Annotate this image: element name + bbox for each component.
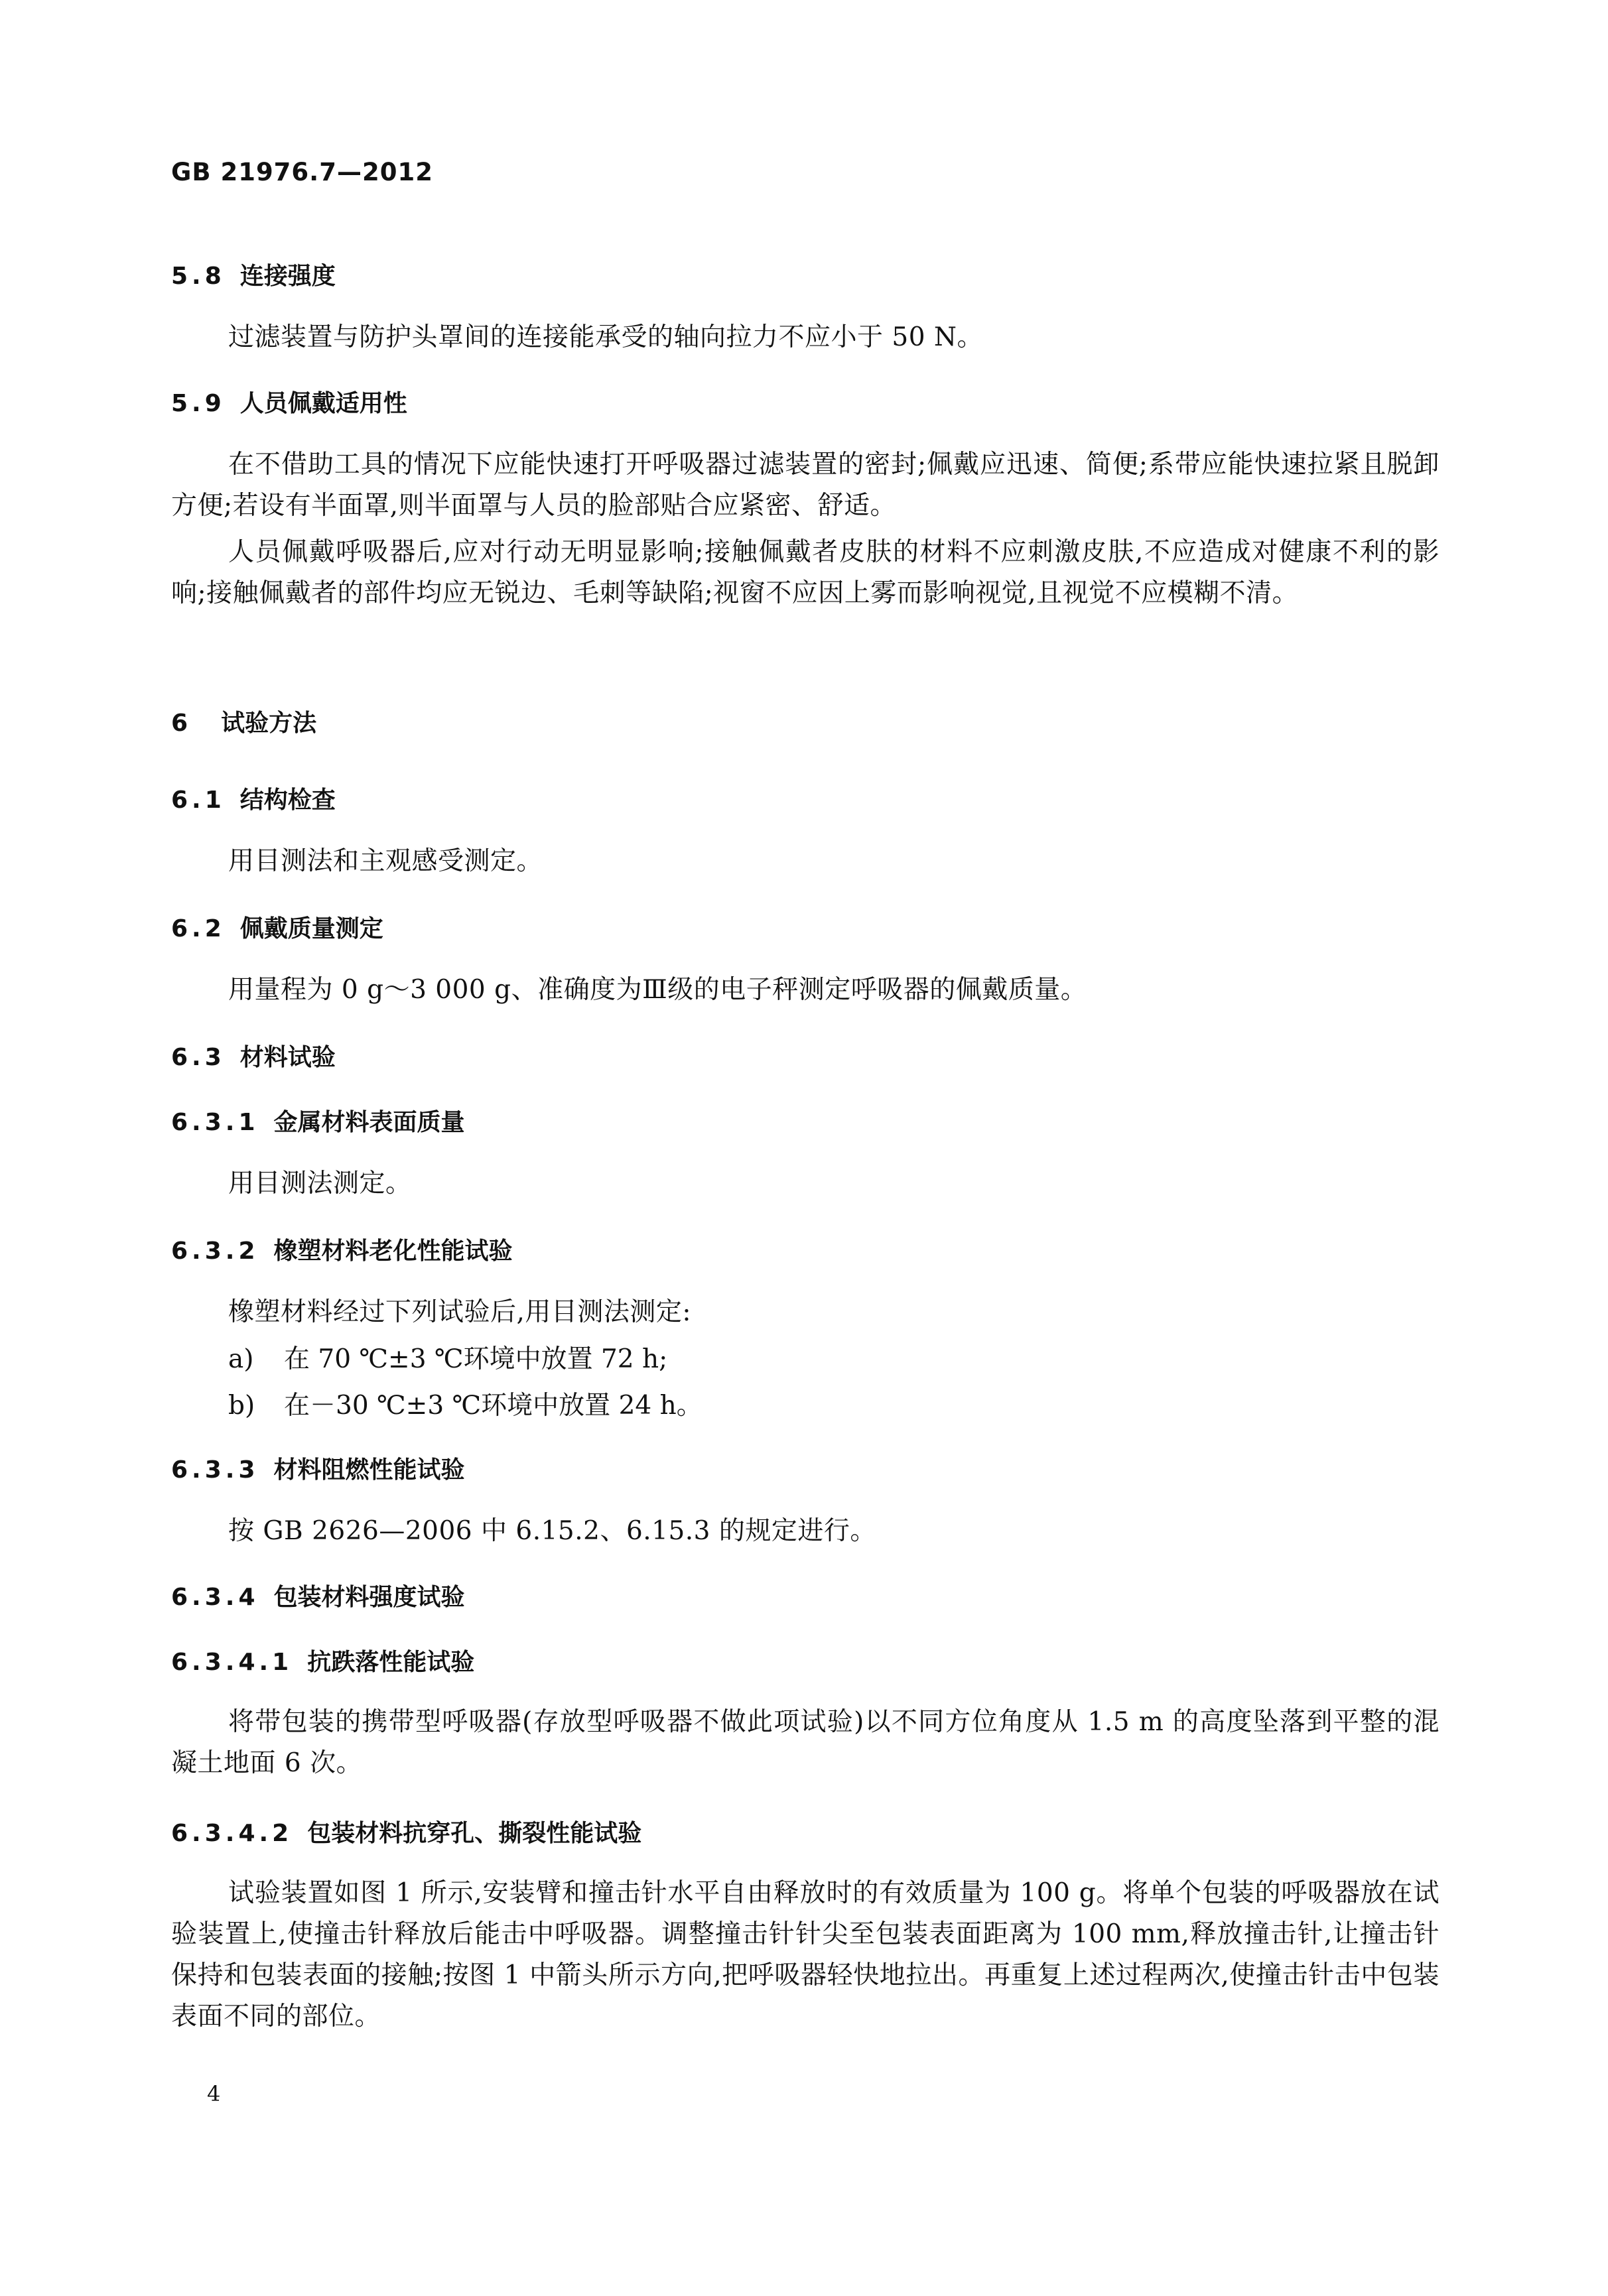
list-item [228,1385,703,1422]
section-title: 包装材料强度试验 [273,1584,465,1611]
list-marker: b) [228,1391,255,1421]
section-number: 6.3.4.1 [171,1649,293,1676]
section-number: 6 [171,710,192,737]
section-title: 金属材料表面质量 [273,1109,465,1136]
section-heading-6-3-3 [171,1451,465,1485]
section-number: 5.8 [171,263,226,290]
paragraph: 过滤装置与防护头罩间的连接能承受的轴向拉力不应小于 50 N。 [228,322,984,352]
section-heading-6-3-4-2 [171,1815,641,1848]
section-heading-6-1 [171,781,336,815]
section-heading-6-3 [171,1039,336,1072]
section-number: 6.3.1 [171,1109,259,1136]
paragraph: 在不借助工具的情况下应能快速打开呼吸器过滤装置的密封;佩戴应迅速、简便;系带应能快速拉紧且脱卸方便;若设有半面罩,则半面罩与人员的脸部贴合应紧密、舒适。 [171,450,1440,521]
section-number: 6.2 [171,915,226,942]
list-item-text: 在－30 ℃±3 ℃环境中放置 24 h。 [284,1391,703,1421]
section-heading-5-9 [171,385,407,418]
paragraph: 用量程为 0 g～3 000 g、准确度为Ⅲ级的电子秤测定呼吸器的佩戴质量。 [228,975,1087,1005]
section-number: 6.3.2 [171,1238,259,1265]
paragraph: 将带包装的携带型呼吸器(存放型呼吸器不做此项试验)以不同方位角度从 1.5 m 的高度坠落到平整的混凝土地面 6 次。 [171,1707,1440,1778]
section-number: 6.3.3 [171,1456,259,1484]
paragraph: 用目测法和主观感受测定。 [228,846,543,876]
list-marker: a) [228,1344,254,1374]
section-heading-6-3-4 [171,1578,465,1612]
section-number: 6.3.4 [171,1584,259,1611]
section-title: 抗跌落性能试验 [307,1649,475,1676]
section-heading-6-3-4-1 [171,1643,474,1677]
section-title: 橡塑材料老化性能试验 [273,1238,513,1265]
section-heading-5-8 [171,257,336,291]
document-id: GB 21976.7—2012 [171,158,433,186]
section-heading-6-2 [171,910,383,944]
section-title: 试验方法 [221,710,317,737]
section-title: 包装材料抗穿孔、撕裂性能试验 [307,1820,642,1847]
page-number: 4 [207,2081,221,2106]
section-number: 6.3 [171,1044,226,1071]
section-number: 5.9 [171,390,226,417]
paragraph: 人员佩戴呼吸器后,应对行动无明显影响;接触佩戴者皮肤的材料不应刺激皮肤,不应造成对健康不利的影响;接触佩戴者的部件均应无锐边、毛刺等缺陷;视窗不应因上雾而影响视觉,且视觉不应模糊不清。 [171,537,1440,608]
list-item-text: 在 70 ℃±3 ℃环境中放置 72 h; [284,1344,668,1374]
paragraph: 按 GB 2626—2006 中 6.15.2、6.15.3 的规定进行。 [228,1516,876,1546]
section-title: 人员佩戴适用性 [239,390,407,417]
section-heading-6 [171,704,316,738]
paragraph: 橡塑材料经过下列试验后,用目测法测定: [228,1297,692,1327]
paragraph: 试验装置如图 1 所示,安装臂和撞击针水平自由释放时的有效质量为 100 g。将单个包装的呼吸器放在试验装置上,使撞击针释放后能击中呼吸器。调整撞击针针尖至包装表面距离为 100 mm,释放撞击针,让撞击针保持和包装表面的接触;按图 1 中箭头所示方向,把呼吸器轻快地拉出。再重复上述过程两次,使撞击针击中包装表面不同的部位。 [171,1878,1440,2031]
paragraph: 用目测法测定。 [228,1169,412,1198]
list-item [228,1338,667,1375]
section-number: 6.3.4.2 [171,1820,293,1847]
section-number: 6.1 [171,787,226,814]
section-title: 材料试验 [239,1044,336,1071]
section-title: 材料阻燃性能试验 [273,1456,465,1484]
section-heading-6-3-1 [171,1104,465,1137]
section-title: 结构检查 [239,787,336,814]
section-heading-6-3-2 [171,1232,513,1266]
section-title: 连接强度 [239,263,336,290]
section-title: 佩戴质量测定 [239,915,383,942]
